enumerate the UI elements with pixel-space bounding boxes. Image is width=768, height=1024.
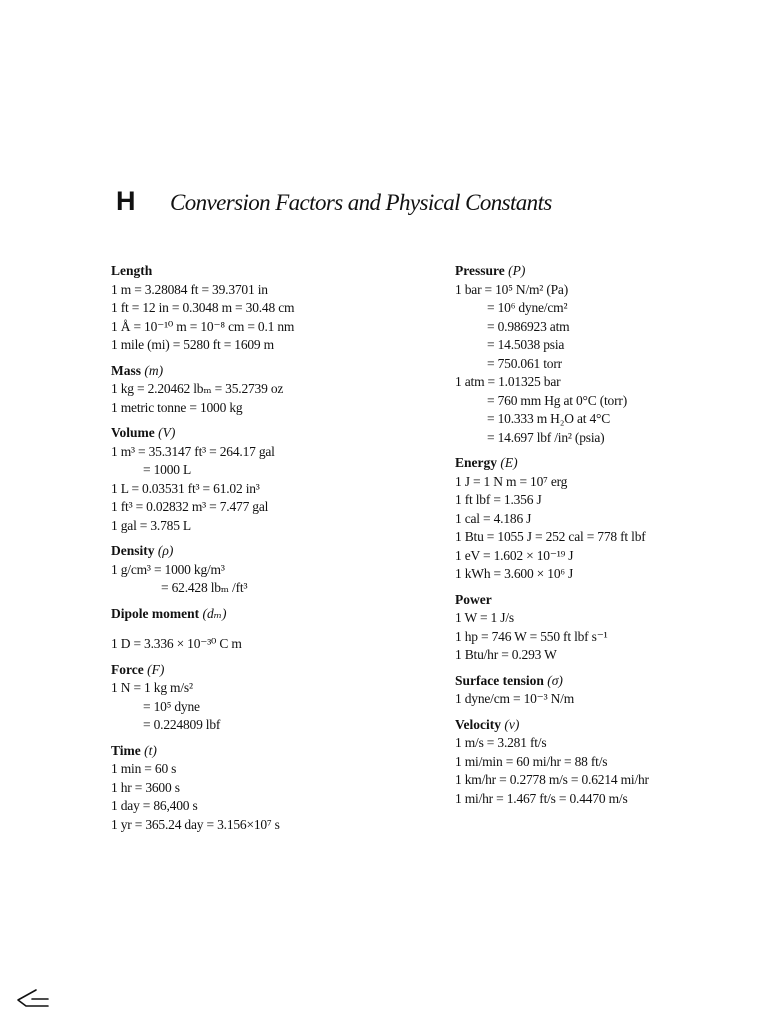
conversion-line: 1 atm = 1.01325 bar xyxy=(455,374,561,389)
section-heading xyxy=(455,262,755,281)
section-heading xyxy=(111,362,441,381)
appendix-title xyxy=(116,186,552,226)
heading-label: Power xyxy=(455,591,492,607)
conversion-line: 1 W = 1 J/s xyxy=(455,610,514,625)
conversion-line: 1 ft³ = 0.02832 m³ = 7.477 gal xyxy=(111,499,269,514)
conversion-line: 1 kWh = 3.600 × 10⁶ J xyxy=(455,566,574,581)
conversion-line: 1 m/s = 3.281 ft/s xyxy=(455,735,547,750)
section-heading xyxy=(111,424,441,443)
conversion-line: 1 hr = 3600 s xyxy=(111,779,180,795)
heading-label: Pressure xyxy=(455,263,505,278)
heading-label: Mass xyxy=(111,362,141,378)
section-heading xyxy=(111,661,441,680)
section-surface-tension xyxy=(455,672,755,709)
heading-symbol: (P) xyxy=(508,263,526,278)
conversion-line: = 1000 L xyxy=(143,462,192,477)
heading-label: Dipole moment xyxy=(111,605,200,621)
section-length xyxy=(111,262,441,355)
conversion-line: = 62.428 lbₘ /ft³ xyxy=(161,580,248,595)
conversion-line: 1 km/hr = 0.2778 m/s = 0.6214 mi/hr xyxy=(455,772,649,787)
conversion-line: 1 Btu/hr = 0.293 W xyxy=(455,647,557,662)
heading-label: Force xyxy=(111,661,144,677)
section-heading xyxy=(455,591,755,610)
left-column xyxy=(111,262,441,841)
heading-symbol: (ρ) xyxy=(157,543,174,558)
heading-symbol: (E) xyxy=(500,455,518,470)
conversion-line: = 10⁵ dyne xyxy=(143,698,200,714)
section-power xyxy=(455,591,755,665)
section-dipole-moment xyxy=(111,605,441,654)
handwritten-mark-icon xyxy=(14,986,54,1014)
conversion-line: 1 mi/hr = 1.467 ft/s = 0.4470 m/s xyxy=(455,790,628,806)
conversion-line: 1 kg = 2.20462 lbₘ = 35.2739 oz xyxy=(111,381,284,396)
conversion-line: = 14.697 lbf /in² (psia) xyxy=(487,429,605,445)
section-heading xyxy=(111,742,441,761)
section-force xyxy=(111,661,441,735)
conversion-line: 1 mi/min = 60 mi/hr = 88 ft/s xyxy=(455,753,608,769)
conversion-line: 1 day = 86,400 s xyxy=(111,798,198,813)
section-heading xyxy=(455,672,755,691)
appendix-letter: H xyxy=(116,186,136,216)
conversion-line: 1 J = 1 N m = 10⁷ erg xyxy=(455,473,568,489)
heading-label: Density xyxy=(111,543,155,558)
conversion-line: 1 eV = 1.602 × 10⁻¹⁹ J xyxy=(455,547,574,563)
conversion-line: 1 cal = 4.186 J xyxy=(455,510,532,526)
conversion-line: 1 N = 1 kg m/s² xyxy=(111,680,193,695)
conversion-line: 1 ft lbf = 1.356 J xyxy=(455,492,542,507)
heading-symbol: (t) xyxy=(144,742,157,758)
section-energy xyxy=(455,454,755,584)
conversion-line: 1 yr = 365.24 day = 3.156×10⁷ s xyxy=(111,816,280,832)
heading-label: Length xyxy=(111,263,153,278)
section-heading xyxy=(111,542,441,561)
conversion-line: = 760 mm Hg at 0°C (torr) xyxy=(487,392,627,408)
heading-symbol: (V) xyxy=(158,425,176,440)
heading-symbol: (F) xyxy=(147,661,165,677)
conversion-line: 1 L = 0.03531 ft³ = 61.02 in³ xyxy=(111,480,260,496)
conversion-line: = 10⁶ dyne/cm² xyxy=(487,300,568,315)
section-time xyxy=(111,742,441,835)
section-pressure xyxy=(455,262,755,447)
conversion-line: 1 mile (mi) = 5280 ft = 1609 m xyxy=(111,337,274,352)
conversion-line: = 0.986923 atm xyxy=(487,318,570,334)
conversion-line: 1 m = 3.28084 ft = 39.3701 in xyxy=(111,281,268,297)
heading-label: Time xyxy=(111,742,141,758)
section-velocity xyxy=(455,716,755,809)
conversion-line: 1 dyne/cm = 10⁻³ N/m xyxy=(455,691,575,706)
heading-symbol: (dₘ) xyxy=(202,605,227,621)
conversion-line: 1 m³ = 35.3147 ft³ = 264.17 gal xyxy=(111,443,275,459)
heading-label: Velocity xyxy=(455,716,501,732)
section-heading xyxy=(111,605,441,624)
heading-label: Energy xyxy=(455,455,497,470)
conversion-line: 1 metric tonne = 1000 kg xyxy=(111,399,243,415)
heading-label: Surface tension xyxy=(455,672,544,688)
conversion-line: 1 D = 3.336 × 10⁻³⁰ C m xyxy=(111,636,242,651)
section-density xyxy=(111,542,441,598)
conversion-line: 1 hp = 746 W = 550 ft lbf s⁻¹ xyxy=(455,628,608,644)
conversion-line: 1 Btu = 1055 J = 252 cal = 778 ft lbf xyxy=(455,529,646,544)
right-column xyxy=(455,262,755,815)
heading-symbol: (v) xyxy=(504,716,520,732)
conversion-line: = 10.333 m H₂O at 4°C xyxy=(487,411,611,426)
section-heading xyxy=(455,716,755,735)
conversion-line: 1 bar = 10⁵ N/m² (Pa) xyxy=(455,281,569,297)
section-volume xyxy=(111,424,441,535)
section-heading xyxy=(111,262,441,281)
conversion-line: = 0.224809 lbf xyxy=(143,717,221,732)
appendix-title-text: Conversion Factors and Physical Constants xyxy=(170,190,552,215)
heading-symbol: (σ) xyxy=(547,672,563,688)
conversion-line: 1 gal = 3.785 L xyxy=(111,517,191,533)
section-heading xyxy=(455,454,755,473)
conversion-line: 1 ft = 12 in = 0.3048 m = 30.48 cm xyxy=(111,300,295,315)
heading-symbol: (m) xyxy=(144,362,164,378)
conversion-line: = 750.061 torr xyxy=(487,355,562,371)
conversion-line: 1 Å = 10⁻¹⁰ m = 10⁻⁸ cm = 0.1 nm xyxy=(111,318,295,334)
conversion-line: = 14.5038 psia xyxy=(487,337,565,352)
section-mass xyxy=(111,362,441,418)
heading-label: Volume xyxy=(111,425,155,440)
conversion-line: 1 min = 60 s xyxy=(111,761,177,776)
conversion-line: 1 g/cm³ = 1000 kg/m³ xyxy=(111,561,225,577)
